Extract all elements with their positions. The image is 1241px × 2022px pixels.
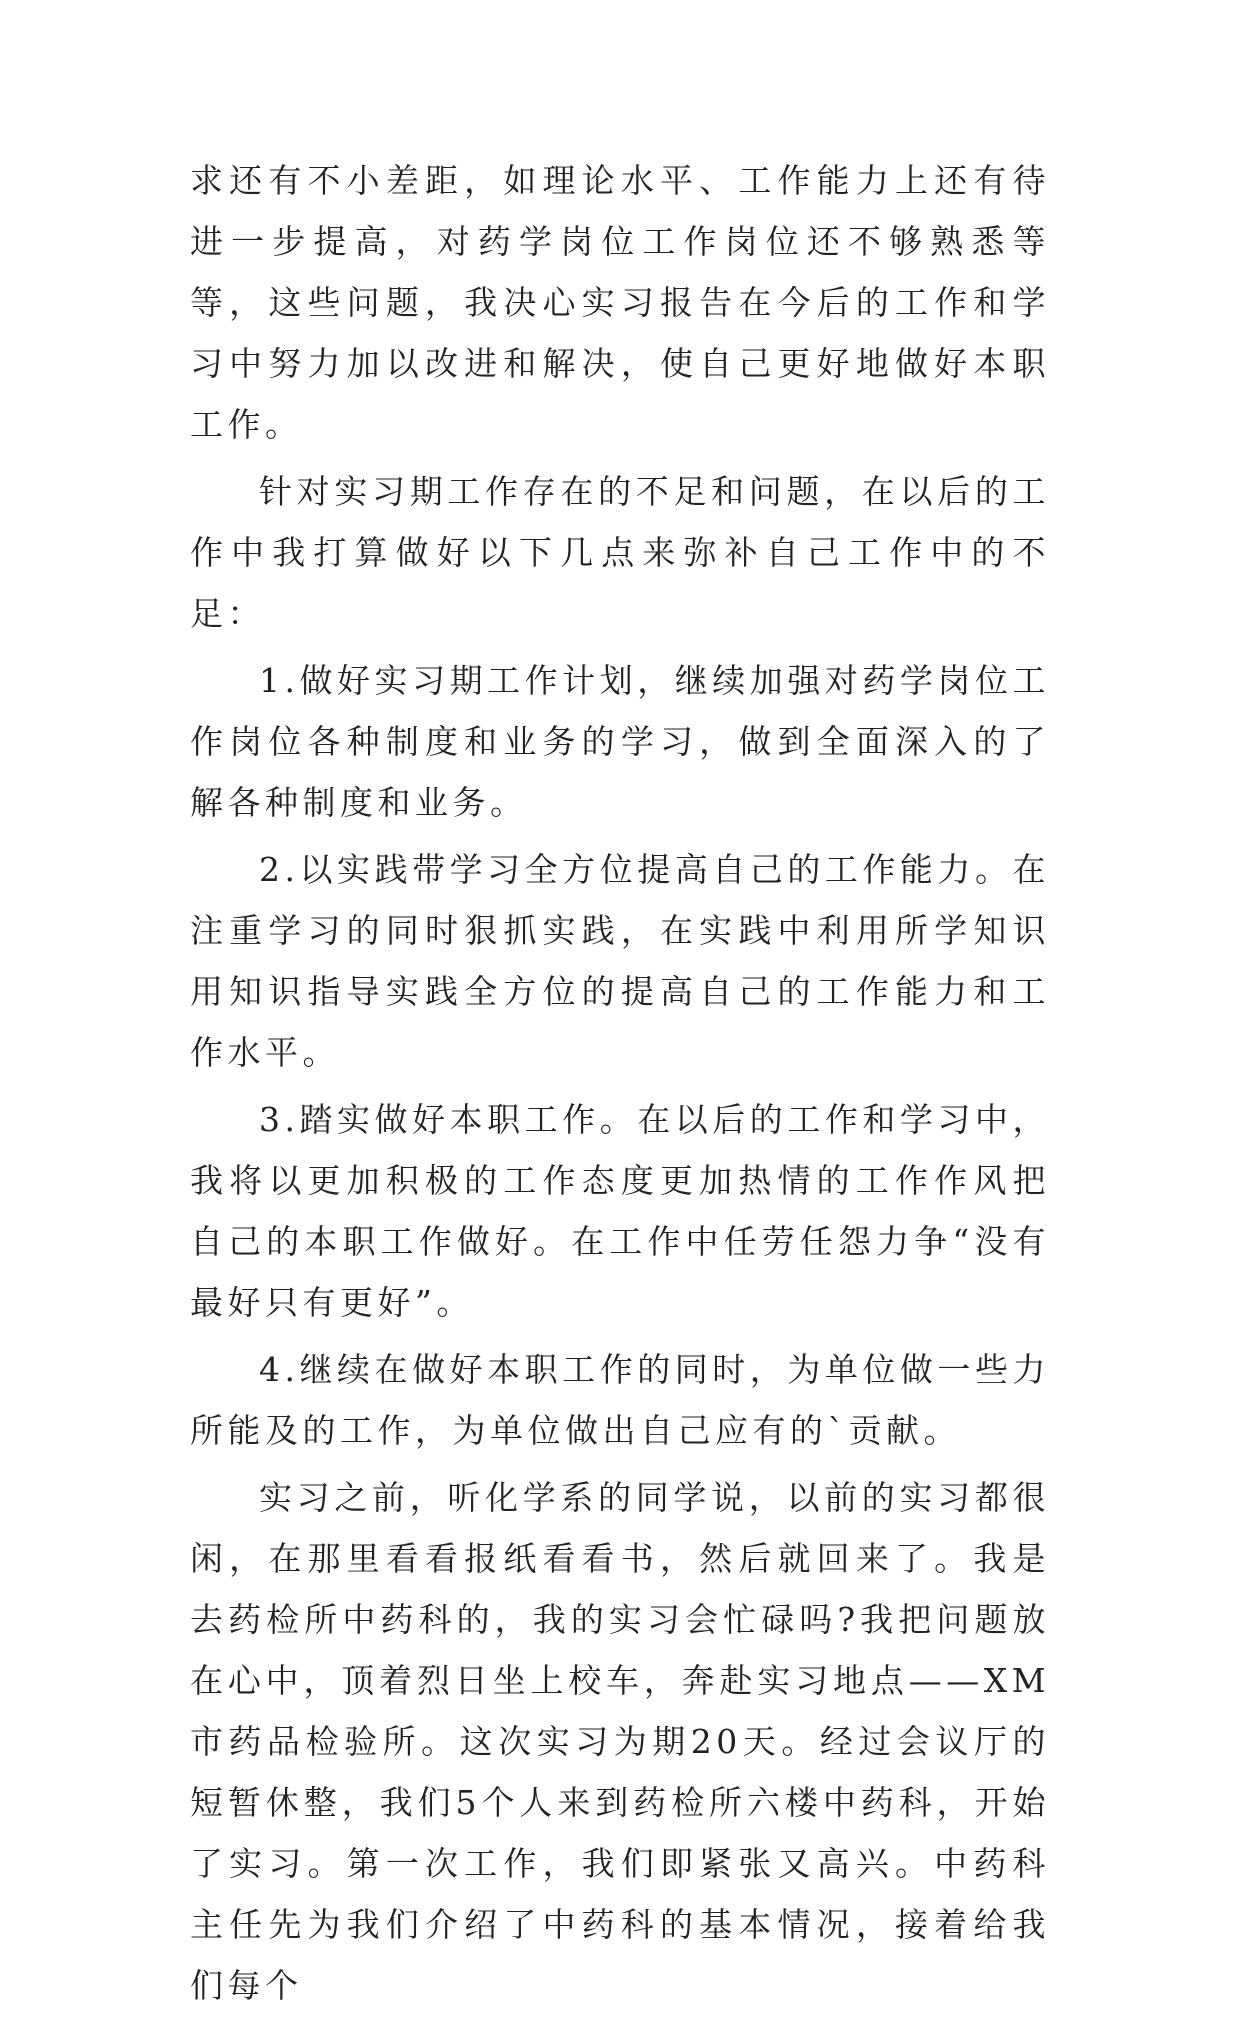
paragraph-2: 针对实习期工作存在的不足和问题，在以后的工作中我打算做好以下几点来弥补自己工作中的不足： bbox=[190, 472, 1050, 633]
list-item-2: 2.以实践带学习全方位提高自己的工作能力。在注重学习的同时狠抓实践，在实践中利用所学知识用知识指导实践全方位的提高自己的工作能力和工作水平。 bbox=[190, 850, 1050, 1072]
list-item-1: 1.做好实习期工作计划，继续加强对药学岗位工作岗位各种制度和业务的学习，做到全面深入的了解各种制度和业务。 bbox=[190, 661, 1050, 822]
paragraph-internship: 实习之前，听化学系的同学说，以前的实习都很闲，在那里看看报纸看看书，然后就回来了。我是去药检所中药科的，我的实习会忙碌吗?我把问题放在心中，顶着烈日坐上校车，奔赴实习地点——XM市药品检验所。这次实习为期20天。经过会议厅的短暂休整，我们5个人来到药检所六楼中药科，开始了实习。第一次工作，我们即紧张又高兴。中药科主任先为我们介绍了中药科的基本情况，接着给我们每个 bbox=[190, 1478, 1050, 2005]
document-body bbox=[190, 150, 1050, 2022]
list-item-4: 4.继续在做好本职工作的同时，为单位做一些力所能及的工作，为单位做出自己应有的`贡献。 bbox=[190, 1350, 1050, 1450]
paragraph-1: 求还有不小差距，如理论水平、工作能力上还有待进一步提高，对药学岗位工作岗位还不够熟悉等等，这些问题，我决心实习报告在今后的工作和学习中努力加以改进和解决，使自己更好地做好本职工作。 bbox=[190, 161, 1050, 444]
list-item-3: 3.踏实做好本职工作。在以后的工作和学习中，我将以更加积极的工作态度更加热情的工作作风把自己的本职工作做好。在工作中任劳任怨力争“没有最好只有更好”。 bbox=[190, 1100, 1050, 1322]
